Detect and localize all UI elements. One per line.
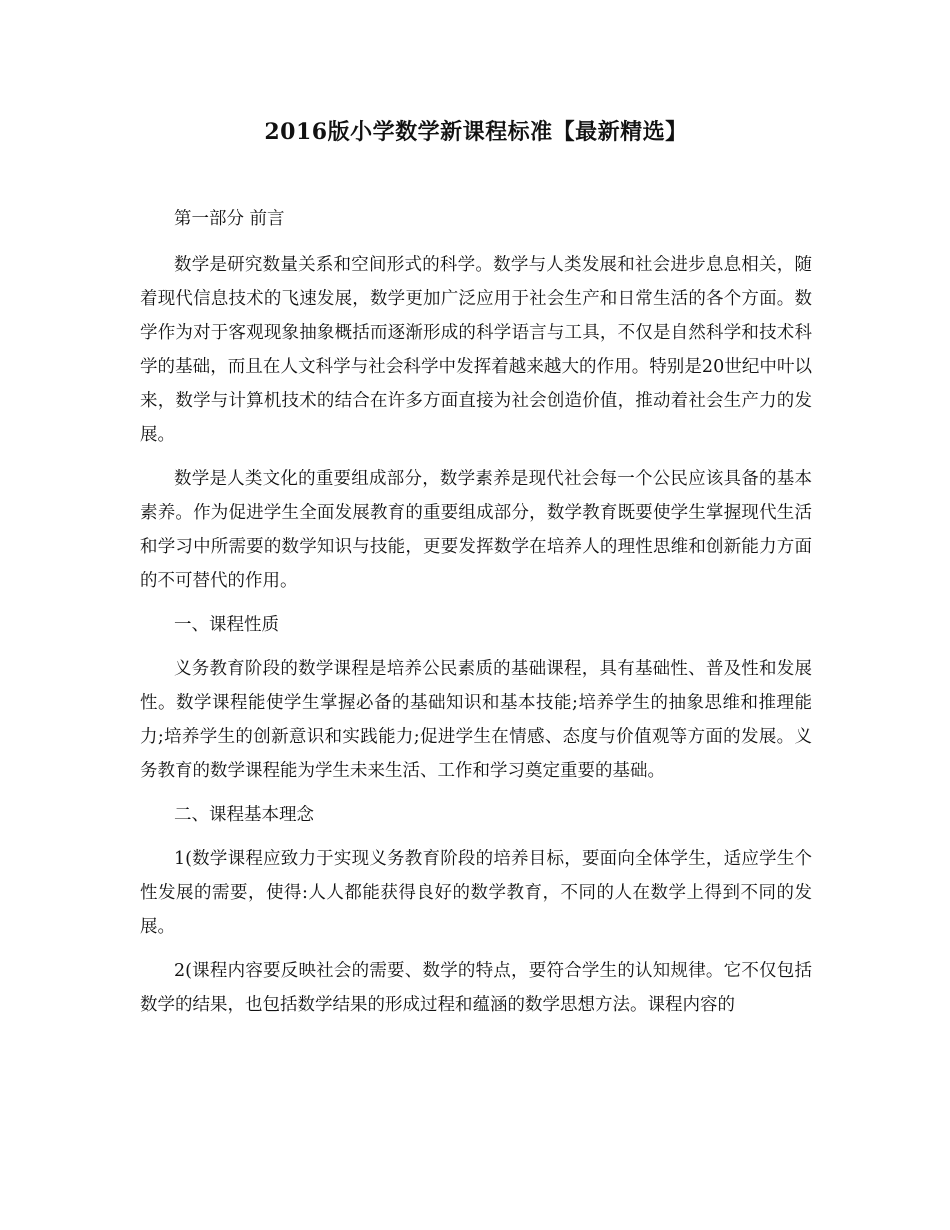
paragraph-5: 2(课程内容要反映社会的需要、数学的特点，要符合学生的认知规律。它不仅包括数学的结果，也包括数学结果的形成过程和蕴涵的数学思想方法。课程内容的: [140, 961, 812, 1015]
paragraph-2: 数学是人类文化的重要组成部分，数学素养是现代社会每一个公民应该具备的基本素养。作为促进学生全面发展教育的重要组成部分，数学教育既要使学生掌握现代生活和学习中所需要的数学知识与技能，更要发挥数学在培养人的理性思维和创新能力方面的不可替代的作用。: [140, 469, 812, 591]
paragraph-1: 数学是研究数量关系和空间形式的科学。数学与人类发展和社会进步息息相关，随着现代信息技术的飞速发展，数学更加广泛应用于社会生产和日常生活的各个方面。数学作为对于客观现象抽象概括而逐渐形成的科学语言与工具，不仅是自然科学和技术科学的基础，而且在人文科学与社会科学中发挥着越来越大的作用。特别是20世纪中叶以来，数学与计算机技术的结合在许多方面直接为社会创造价值，推动着社会生产力的发展。: [140, 255, 812, 445]
section-heading-basic-concepts: 二、课程基本理念: [174, 805, 314, 825]
document-title: 2016版小学数学新课程标准【最新精选】: [264, 119, 688, 145]
paragraph-3: 义务教育阶段的数学课程是培养公民素质的基础课程，具有基础性、普及性和发展性。数学课程能使学生掌握必备的基础知识和基本技能;培养学生的抽象思维和推理能力;培养学生的创新意识和实践能力;促进学生在情感、态度与价值观等方面的发展。义务教育的数学课程能为学生未来生活、工作和学习奠定重要的基础。: [140, 659, 812, 781]
paragraph-4: 1(数学课程应致力于实现义务教育阶段的培养目标，要面向全体学生，适应学生个性发展的需要，使得:人人都能获得良好的数学教育，不同的人在数学上得到不同的发展。: [140, 849, 812, 937]
section-heading-course-nature: 一、课程性质: [174, 615, 279, 635]
section-heading-preface: 第一部分 前言: [174, 209, 285, 229]
